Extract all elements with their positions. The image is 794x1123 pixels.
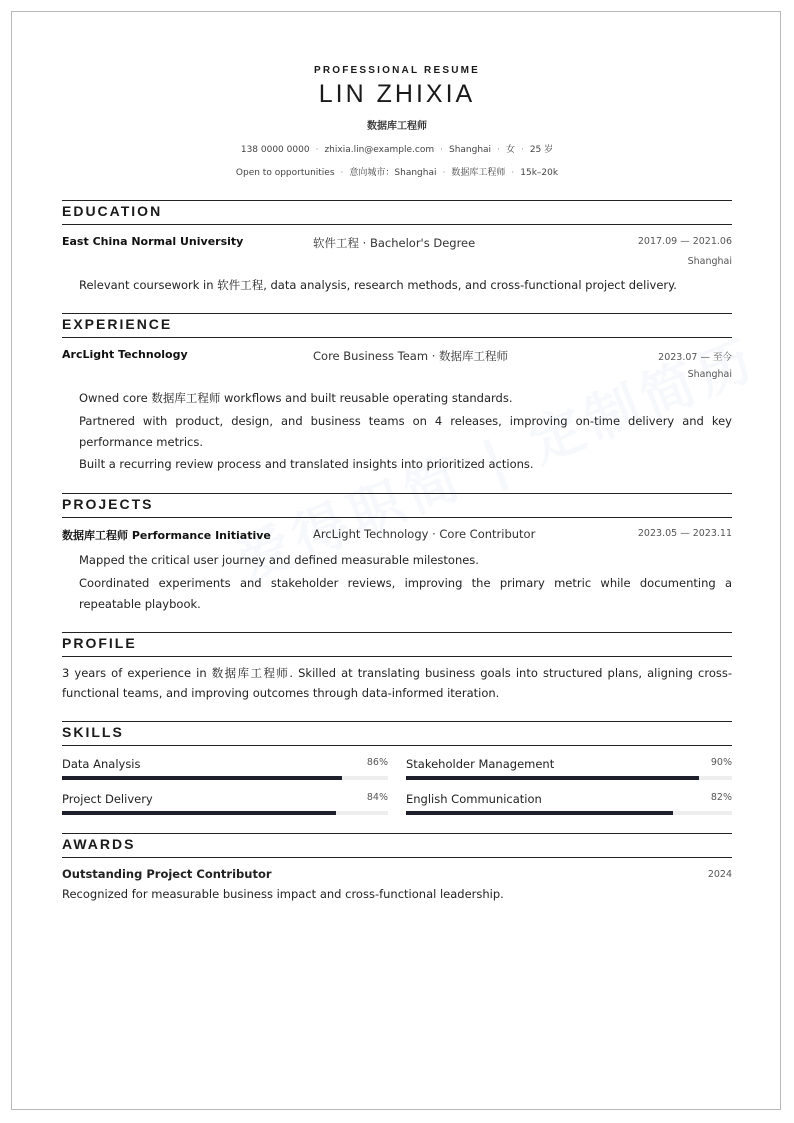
award-year: 2024: [707, 869, 732, 880]
skill-bar-fill: [406, 811, 673, 815]
section-title-experience: EXPERIENCE: [62, 313, 732, 338]
award-title: Outstanding Project Contributor: [62, 867, 272, 881]
degree: 软件工程 · Bachelor's Degree: [313, 236, 476, 250]
project-role: ArcLight Technology · Core Contributor: [313, 527, 536, 541]
skill-percent: 86%: [366, 757, 388, 768]
skill-bar-track: [62, 811, 388, 815]
target-role: 数据库工程师: [451, 168, 506, 178]
skill-bar-fill: [62, 811, 336, 815]
age: 25 岁: [529, 145, 554, 155]
skill-bar-track: [406, 776, 732, 780]
education-location: Shanghai: [687, 256, 732, 267]
award-description: Recognized for measurable business impact and cross-functional leadership.: [62, 887, 504, 901]
experience-bullet: Partnered with product, design, and business teams on 4 releases, improving on-time delivery and key performance metrics.: [79, 414, 732, 449]
experience-bullet: Owned core 数据库工程师 workflows and built reusable operating standards.: [79, 391, 513, 405]
project-entry: [62, 527, 732, 543]
skill-bar-fill: [62, 776, 342, 780]
school-name: East China Normal University: [62, 235, 244, 248]
skill-percent: 82%: [710, 792, 732, 803]
profile-summary: 3 years of experience in 数据库工程师. Skilled at translating business goals into structured plans, aligning cross-functional teams, and improving outcomes through data-informed iteration.: [62, 666, 732, 700]
company-name: ArcLight Technology: [62, 348, 188, 361]
skill-item: [62, 757, 388, 787]
experience-entry: [62, 348, 732, 364]
section-title-education: EDUCATION: [62, 200, 732, 225]
phone-number: 138 0000 0000: [240, 145, 310, 155]
project-name: 数据库工程师 Performance Initiative: [62, 529, 271, 542]
job-status: Open to opportunities: [235, 168, 335, 178]
education-entry: [62, 235, 732, 251]
skill-item: [406, 792, 732, 822]
intent-line: Open to opportunities · 意向城市：Shanghai · 数据库工程师 · 15k–20k: [235, 168, 559, 178]
contact-city: Shanghai: [448, 145, 492, 155]
experience-bullet: Built a recurring review process and translated insights into prioritized actions.: [79, 457, 534, 471]
skill-name: English Communication: [406, 792, 542, 806]
candidate-name: LIN ZHIXIA: [318, 80, 476, 108]
experience-location: Shanghai: [687, 369, 732, 380]
skill-bar-fill: [406, 776, 699, 780]
skill-item: [62, 792, 388, 822]
resume-eyebrow: PROFESSIONAL RESUME: [313, 65, 481, 76]
email-address: zhixia.lin@example.com: [324, 145, 435, 155]
gender: 女: [505, 145, 515, 155]
section-title-profile: PROFILE: [62, 632, 732, 657]
contact-line: 138 0000 0000 · zhixia.lin@example.com · Shanghai · 女 · 25 岁: [240, 145, 554, 155]
target-salary: 15k–20k: [520, 168, 559, 178]
section-title-awards: AWARDS: [62, 833, 732, 858]
section-title-projects: PROJECTS: [62, 493, 732, 518]
skill-percent: 84%: [366, 792, 388, 803]
project-date: 2023.05 — 2023.11: [637, 528, 732, 539]
education-bullet: Relevant coursework in 软件工程, data analysis, research methods, and cross-functional project delivery.: [79, 278, 677, 292]
skill-item: [406, 757, 732, 787]
skill-bar-track: [406, 811, 732, 815]
skill-name: Data Analysis: [62, 757, 141, 771]
project-bullet: Mapped the critical user journey and defined measurable milestones.: [79, 553, 479, 567]
skill-name: Stakeholder Management: [406, 757, 555, 771]
candidate-role: 数据库工程师: [367, 121, 427, 132]
resume-page: [11, 11, 781, 1110]
team-and-title: Core Business Team · 数据库工程师: [313, 349, 508, 363]
education-date: 2017.09 — 2021.06: [637, 236, 732, 247]
skill-bar-track: [62, 776, 388, 780]
section-title-skills: SKILLS: [62, 721, 732, 746]
skill-percent: 90%: [710, 757, 732, 768]
experience-date: 2023.07 — 至今: [658, 352, 732, 363]
target-city: 意向城市：Shanghai: [349, 168, 437, 178]
project-bullet: Coordinated experiments and stakeholder reviews, improving the primary metric while documenting a repeatable playbook.: [79, 576, 732, 611]
skill-name: Project Delivery: [62, 792, 153, 806]
